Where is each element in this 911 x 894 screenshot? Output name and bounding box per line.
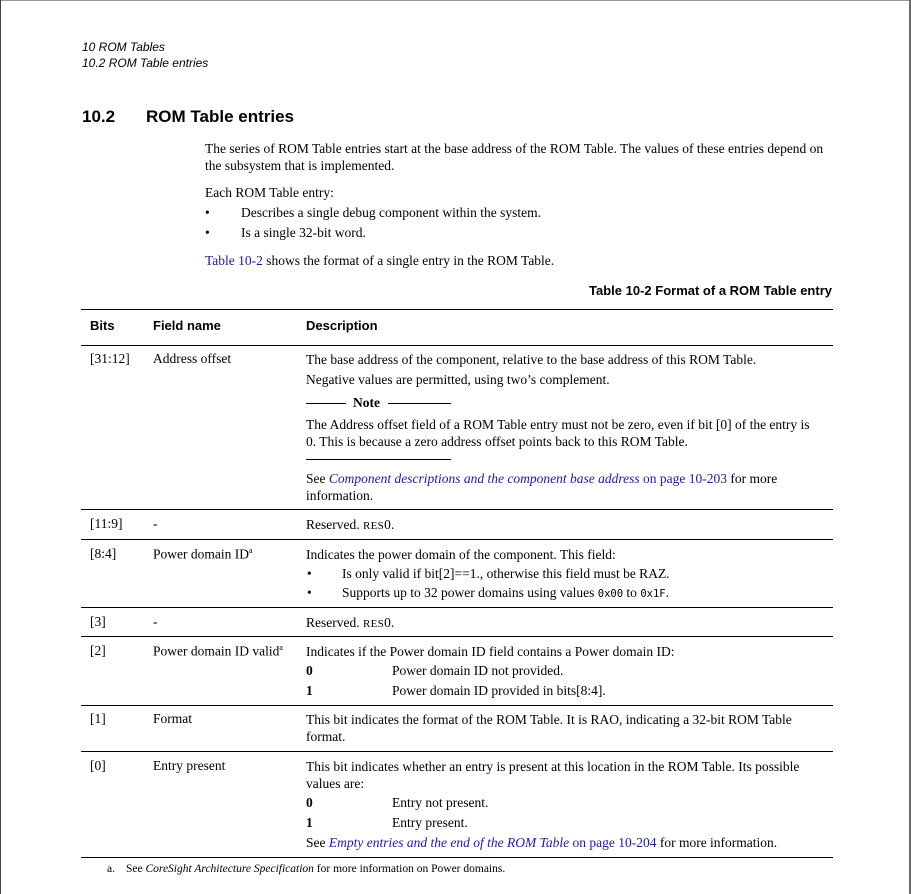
row-description: This bit indicates whether an entry is present at this location in the ROM Table. Its possible (306, 759, 800, 774)
bullet-item: Is a single 32-bit word. (241, 225, 366, 240)
row-description: The base address of the component, relative to the base address of this ROM Table. (306, 352, 757, 367)
bullet-marker: • (307, 585, 312, 600)
bit-value: 1 (306, 683, 313, 698)
see-reference-cont: information. (306, 488, 374, 503)
see-prefix: See (306, 471, 329, 486)
footnote-marker: a (248, 546, 253, 555)
note-label: Note (353, 395, 380, 410)
reserved-text: Reserved. (306, 517, 363, 532)
table-header-rule (81, 345, 833, 346)
note-text: 0. This is because a zero address offset points back to this ROM Table. (306, 434, 688, 449)
bit-value: 1 (306, 815, 313, 830)
page-reference-link[interactable]: on page 10-203 (639, 471, 727, 486)
footnote-text (126, 863, 505, 875)
table-caption: Table 10-2 Format of a ROM Table entry (589, 283, 832, 298)
page-border-top (0, 0, 911, 1)
row-description: Negative values are permitted, using two’s complement. (306, 372, 610, 387)
code-value: 0x1F (640, 588, 666, 600)
component-descriptions-link[interactable]: Component descriptions and the component base address (328, 471, 640, 486)
see-reference (306, 834, 826, 851)
footnote-marker: a (279, 643, 283, 652)
row-divider (81, 539, 833, 540)
footnote-title: CoreSight Architecture Specification (145, 863, 314, 875)
footnote-suffix: for more information on Power domains. (313, 863, 506, 875)
note-rule-right (388, 403, 451, 404)
row-field-name: Address offset (153, 351, 232, 366)
empty-entries-link[interactable]: Empty entries and the end of the ROM Table (328, 835, 570, 850)
bullet-text: Supports up to 32 power domains using values (342, 585, 598, 600)
row-bits: [8:4] (90, 546, 117, 561)
bit-value-desc: Power domain ID not provided. (392, 663, 564, 678)
row-bits: [31:12] (90, 351, 130, 366)
intro-paragraph-line2: the subsystem that is implemented. (205, 158, 395, 173)
row-description: values are: (306, 776, 365, 791)
row-description: Indicates if the Power domain ID field contains a Power domain ID: (306, 644, 675, 659)
column-header-description: Description (306, 318, 378, 333)
intro-entry-label: Each ROM Table entry: (205, 185, 334, 200)
running-header-chapter: 10 ROM Tables (82, 40, 165, 54)
field-name-text: Power domain ID (153, 546, 249, 562)
table-top-rule (81, 309, 833, 310)
row-divider (81, 607, 833, 608)
bit-value-desc: Entry not present. (392, 795, 489, 810)
bullet-marker: • (307, 566, 312, 581)
row-bits: [3] (90, 614, 106, 629)
row-bits: [11:9] (90, 516, 123, 531)
bit-value: 0 (306, 795, 313, 810)
note-rule-bottom (306, 459, 451, 460)
table-reference-text: shows the format of a single entry in the ROM Table. (262, 253, 555, 268)
section-number: 10.2 (82, 107, 116, 126)
bullet-text: to (623, 585, 641, 600)
column-header-bits: Bits (90, 318, 115, 333)
table-10-2-link[interactable]: Table 10-2 (205, 253, 263, 268)
section-title: ROM Table entries (146, 107, 294, 126)
row-divider (81, 705, 833, 706)
res-small-caps: RES (362, 520, 385, 532)
see-prefix: See (306, 835, 329, 850)
row-description (306, 516, 826, 535)
page-border-left (0, 0, 1, 894)
row-bits: [1] (90, 711, 106, 726)
see-suffix: for more (726, 471, 778, 486)
bullet-item: Describes a single debug component within the system. (241, 205, 541, 220)
footnote-label: a. (107, 863, 115, 875)
bit-value-desc: Entry present. (392, 815, 468, 830)
row-description: format. (306, 729, 346, 744)
row-description (306, 614, 826, 633)
see-reference (306, 470, 826, 487)
bit-value: 0 (306, 663, 313, 678)
reserved-text: Reserved. (306, 615, 363, 630)
row-description: Indicates the power domain of the component. This field: (306, 547, 616, 562)
bullet-marker: • (205, 205, 210, 220)
bit-value-desc: Power domain ID provided in bits[8:4]. (392, 683, 606, 698)
bullet-marker: • (205, 225, 210, 240)
table-reference-paragraph (205, 252, 554, 269)
row-description: This bit indicates the format of the ROM Table. It is RAO, indicating a 32-bit ROM Table (306, 712, 792, 727)
row-divider (81, 509, 833, 510)
row-field-name: - (153, 516, 158, 531)
res-suffix: 0. (384, 517, 395, 532)
code-value: 0x00 (597, 588, 624, 600)
bullet-item: Is only valid if bit[2]==1., otherwise this field must be RAZ. (342, 566, 670, 581)
row-field-name: Entry present (153, 758, 226, 773)
row-field-name (153, 546, 253, 563)
table-bottom-rule (81, 857, 833, 858)
row-field-name: Format (153, 711, 192, 726)
row-field-name: - (153, 614, 158, 629)
bullet-text: . (665, 585, 669, 600)
column-header-field-name: Field name (153, 318, 221, 333)
row-field-name (153, 643, 283, 660)
row-divider (81, 751, 833, 752)
running-header-section: 10.2 ROM Table entries (82, 56, 209, 70)
row-divider (81, 636, 833, 637)
see-suffix: for more information. (656, 835, 778, 850)
res-small-caps: RES (362, 618, 385, 630)
bullet-item (342, 585, 669, 601)
page-reference-link[interactable]: on page 10-204 (569, 835, 657, 850)
res-suffix: 0. (384, 615, 395, 630)
note-rule-left (306, 403, 346, 404)
row-bits: [2] (90, 643, 106, 658)
intro-paragraph-line1: The series of ROM Table entries start at the base address of the ROM Table. The values of these entries depend on (205, 141, 824, 156)
row-bits: [0] (90, 758, 106, 773)
note-text: The Address offset field of a ROM Table entry must not be zero, even if bit [0] of the entry is (306, 417, 810, 432)
field-name-text: Power domain ID valid (153, 643, 280, 659)
footnote-prefix: See (126, 863, 146, 875)
